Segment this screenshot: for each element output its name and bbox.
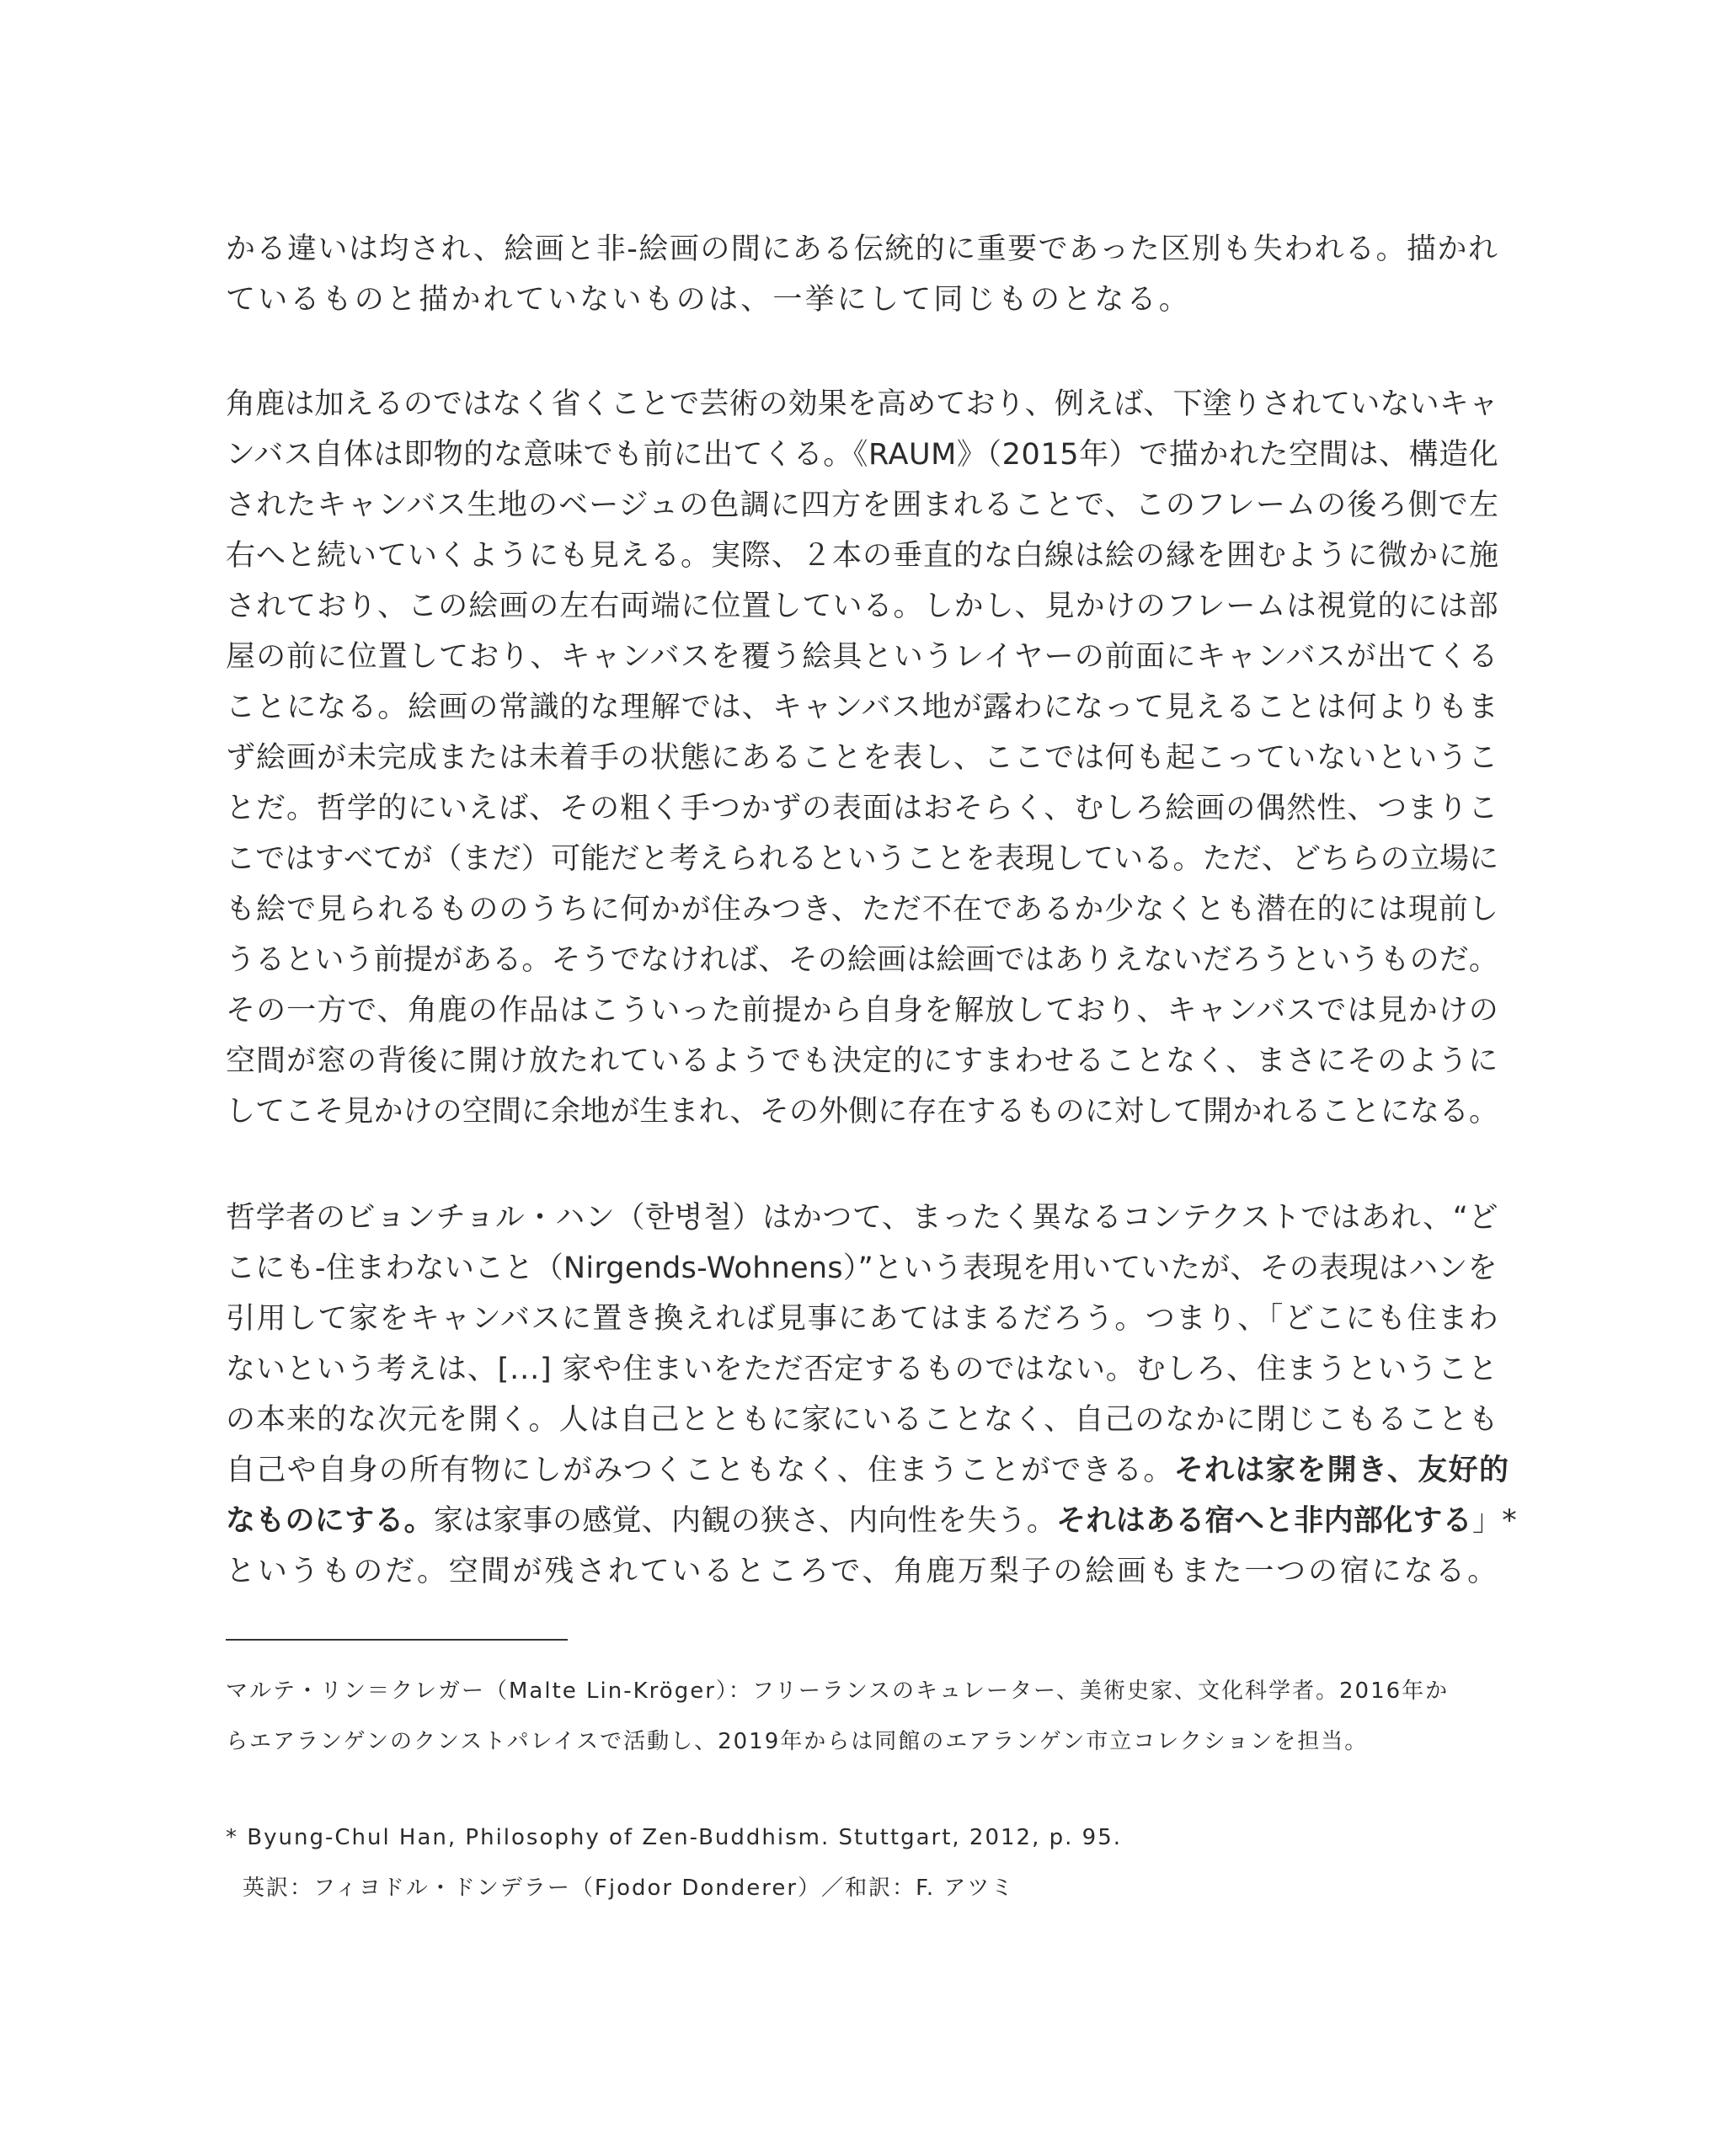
body-text-line: ことになる。絵画の常識的な理解では、キャンバス地が露わになって見えることは何よりもま bbox=[226, 691, 1499, 724]
body-text-line: うるという前提がある。そうでなければ、その絵画は絵画ではありえないだろうというものだ。 bbox=[226, 943, 1499, 977]
body-text-line: かる違いは均され、絵画と非-絵画の間にある伝統的に重要であった区別も失われる。描かれ bbox=[226, 232, 1499, 266]
body-text-line: 屋の前に位置しており、キャンバスを覆う絵具というレイヤーの前面にキャンバスが出てくる bbox=[226, 640, 1499, 674]
body-text-line: 空間が窓の背後に開け放たれているようでも決定的にすまわせることなく、まさにそのように bbox=[226, 1044, 1499, 1078]
body-text-line: ているものと描かれていないものは、一挙にして同じものとなる。 bbox=[226, 283, 1192, 317]
body-text-line: も絵で見られるもののうちに何かが住みつき、ただ不在であるか少なくとも潜在的には現前し bbox=[226, 893, 1499, 926]
body-text-line: してこそ見かけの空間に余地が生まれ、その外側に存在するものに対して開かれることになる。 bbox=[226, 1095, 1499, 1129]
body-text-line: こではすべてが（まだ）可能だと考えられるということを表現している。ただ、どちらの立場に bbox=[226, 842, 1499, 876]
body-text-line: その一方で、角鹿の作品はこういった前提から自身を解放しており、キャンバスでは見かけの bbox=[226, 994, 1499, 1027]
body-text-line: されており、この絵画の左右両端に位置している。しかし、見かけのフレームは視覚的には部 bbox=[226, 590, 1499, 623]
body-text-line: ないという考えは、[...] 家や住まいをただ否定するものではない。むしろ、住まうということ bbox=[226, 1353, 1498, 1386]
quote-emphasis: なものにする。 bbox=[226, 1504, 434, 1538]
body-text-line: 引用して家をキャンバスに置き換えれば見事にあてはまるだろう。つまり、「どこにも住まわ bbox=[226, 1302, 1500, 1336]
author-note-line: マルテ・リン＝クレガー（Malte Lin-Kröger）：フリーランスのキュレーター、美術史家、文化科学者。2016年か bbox=[226, 1678, 1450, 1704]
body-text-line: 右へと続いていくようにも見える。実際、２本の垂直的な白線は絵の縁を囲むように微かに施 bbox=[226, 539, 1500, 573]
translation-credit: 英訳：フィヨドル・ドンデラー（Fjodor Donderer）／和訳：F. アツミ bbox=[243, 1876, 1015, 1901]
body-text-line: の本来的な次元を開く。人は自己とともに家にいることなく、自己のなかに閉じこもることも bbox=[226, 1403, 1499, 1437]
footnote-separator bbox=[226, 1639, 568, 1641]
quote-emphasis: それはある宿へと非内部化する bbox=[1056, 1504, 1472, 1538]
footnote: * Byung-Chul Han, Philosophy of Zen-Buddhism. Stuttgart, 2012, p. 95. bbox=[226, 1825, 1123, 1850]
body-text-line: ンバス自体は即物的な意味でも前に出てくる。《RAUM》（2015年）で描かれた空間は、構造化 bbox=[226, 438, 1499, 472]
body-text-line: とだ。哲学的にいえば、その粗く手つかずの表面はおそらく、むしろ絵画の偶然性、つまりこ bbox=[226, 792, 1499, 825]
body-text-line: こにも-住まわないこと（Nirgends-Wohnens）”という表現を用いていたが、その表現はハンを bbox=[226, 1251, 1498, 1285]
body-text-line: されたキャンバス生地のベージュの色調に四方を囲まれることで、このフレームの後ろ側で左 bbox=[226, 488, 1500, 522]
quote-text: 家は家事の感覚、内観の狭さ、内向性を失う。 bbox=[433, 1504, 1057, 1538]
body-text-line bbox=[226, 1496, 1517, 1546]
body-text-line: 角鹿は加えるのではなく省くことで芸術の効果を高めており、例えば、下塗りされていないキャ bbox=[226, 387, 1499, 421]
body-text-line: ず絵画が未完成または未着手の状態にあることを表し、ここでは何も起こっていないというこ bbox=[226, 741, 1499, 775]
author-note-line: らエアランゲンのクンストパレイスで活動し、2019年からは同館のエアランゲン市立コレクションを担当。 bbox=[226, 1729, 1369, 1754]
body-text-line bbox=[226, 1445, 1510, 1496]
body-text-line: 哲学者のビョンチョル・ハン（한병철）はかつて、まったく異なるコンテクストではあれ、“ど bbox=[226, 1201, 1499, 1235]
body-text-line: というものだ。空間が残されているところで、角鹿万梨子の絵画もまた一つの宿になる。 bbox=[226, 1555, 1499, 1588]
quote-text: 自己や自身の所有物にしがみつくこともなく、住まうことができる。 bbox=[226, 1454, 1174, 1487]
quote-close-footnote-mark: 」* bbox=[1471, 1504, 1517, 1538]
quote-emphasis: それは家を開き、友好的 bbox=[1173, 1454, 1510, 1487]
